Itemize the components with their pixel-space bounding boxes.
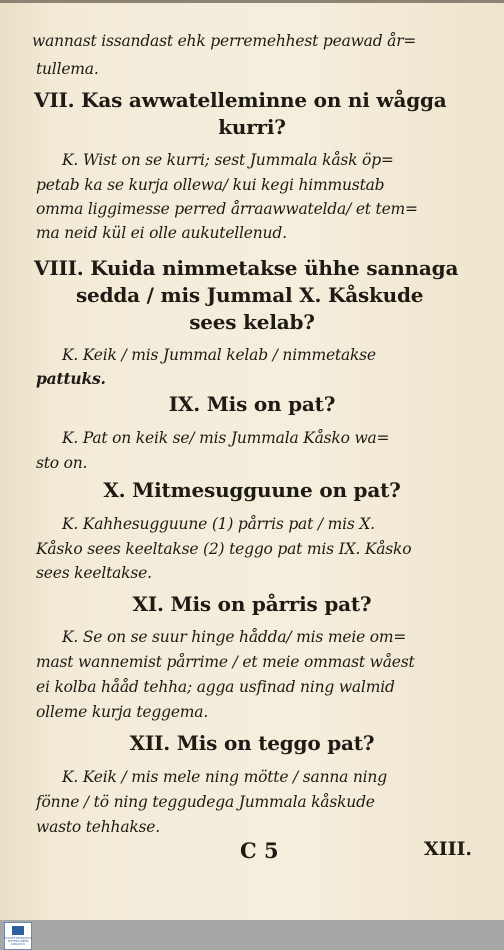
answer-line: sees keeltakse. [36, 564, 152, 582]
answer-line: fönne / tö ning teggudega Jummala kåskude [36, 793, 375, 811]
logo-text: TAAVETTIKIRJASTO [4, 936, 32, 940]
answer-line: K. Se on se suur hinge hådda/ mis meie om= [62, 628, 407, 646]
scan-footer-bar [0, 920, 504, 950]
question-heading: X. Mitmesugguune on pat? [103, 478, 401, 502]
library-logo [4, 922, 32, 950]
question-heading: VIII. Kuida nimmetakse ühhe sannaga [34, 256, 459, 280]
answer-line: K. Keik / mis mele ning mötte / sanna ning [62, 768, 387, 786]
text-line: tullema. [36, 60, 99, 78]
answer-line: K. Kahhesugguune (1) pårris pat / mis X. [62, 515, 375, 533]
answer-line: Kåsko sees keeltakse (2) teggo pat mis IX. Kåsko [36, 540, 412, 558]
question-heading: VII. Kas awwatelleminne on ni wågga [34, 88, 447, 112]
answer-line: K. Wist on se kurri; sest Jummala kåsk öp= [62, 151, 394, 169]
answer-line: omma liggimesse perred årraawwatelda/ et tem= [36, 200, 418, 218]
answer-line: ma neid kül ei olle aukutellenud. [36, 224, 287, 242]
text-line: wannast issandast ehk perremehhest peawad år= [32, 32, 417, 50]
catchword: XIII. [424, 838, 473, 860]
answer-line: sto on. [36, 454, 88, 472]
question-heading: IX. Mis on pat? [168, 392, 336, 416]
answer-line: K. Keik / mis Jummal kelab / nimmetakse [62, 346, 376, 364]
signature-mark: C 5 [240, 838, 279, 863]
answer-line: olleme kurja teggema. [36, 703, 209, 721]
answer-line: petab ka se kurja ollewa/ kui kegi himmustab [36, 176, 385, 194]
answer-line: wasto tehhakse. [36, 818, 161, 836]
question-heading: sedda / mis Jummal X. Kåskude [76, 283, 424, 307]
logo-text: KIRJASTO [11, 942, 25, 946]
answer-line: pattuks. [36, 369, 106, 388]
question-heading: sees kelab? [189, 310, 315, 334]
answer-line: ei kolba hååd tehha; agga usfinad ning walmid [36, 678, 395, 696]
logo-text: TIETEELLINEN [7, 939, 29, 943]
library-logo-icon [12, 926, 24, 935]
answer-line: K. Pat on keik se/ mis Jummala Kåsko wa= [62, 429, 390, 447]
question-heading: XI. Mis on pårris pat? [132, 592, 372, 616]
answer-line: mast wannemist pårrime / et meie ommast wåest [36, 653, 415, 671]
question-heading: XII. Mis on teggo pat? [129, 731, 375, 755]
question-heading: kurri? [218, 115, 286, 139]
top-rule [0, 0, 504, 3]
